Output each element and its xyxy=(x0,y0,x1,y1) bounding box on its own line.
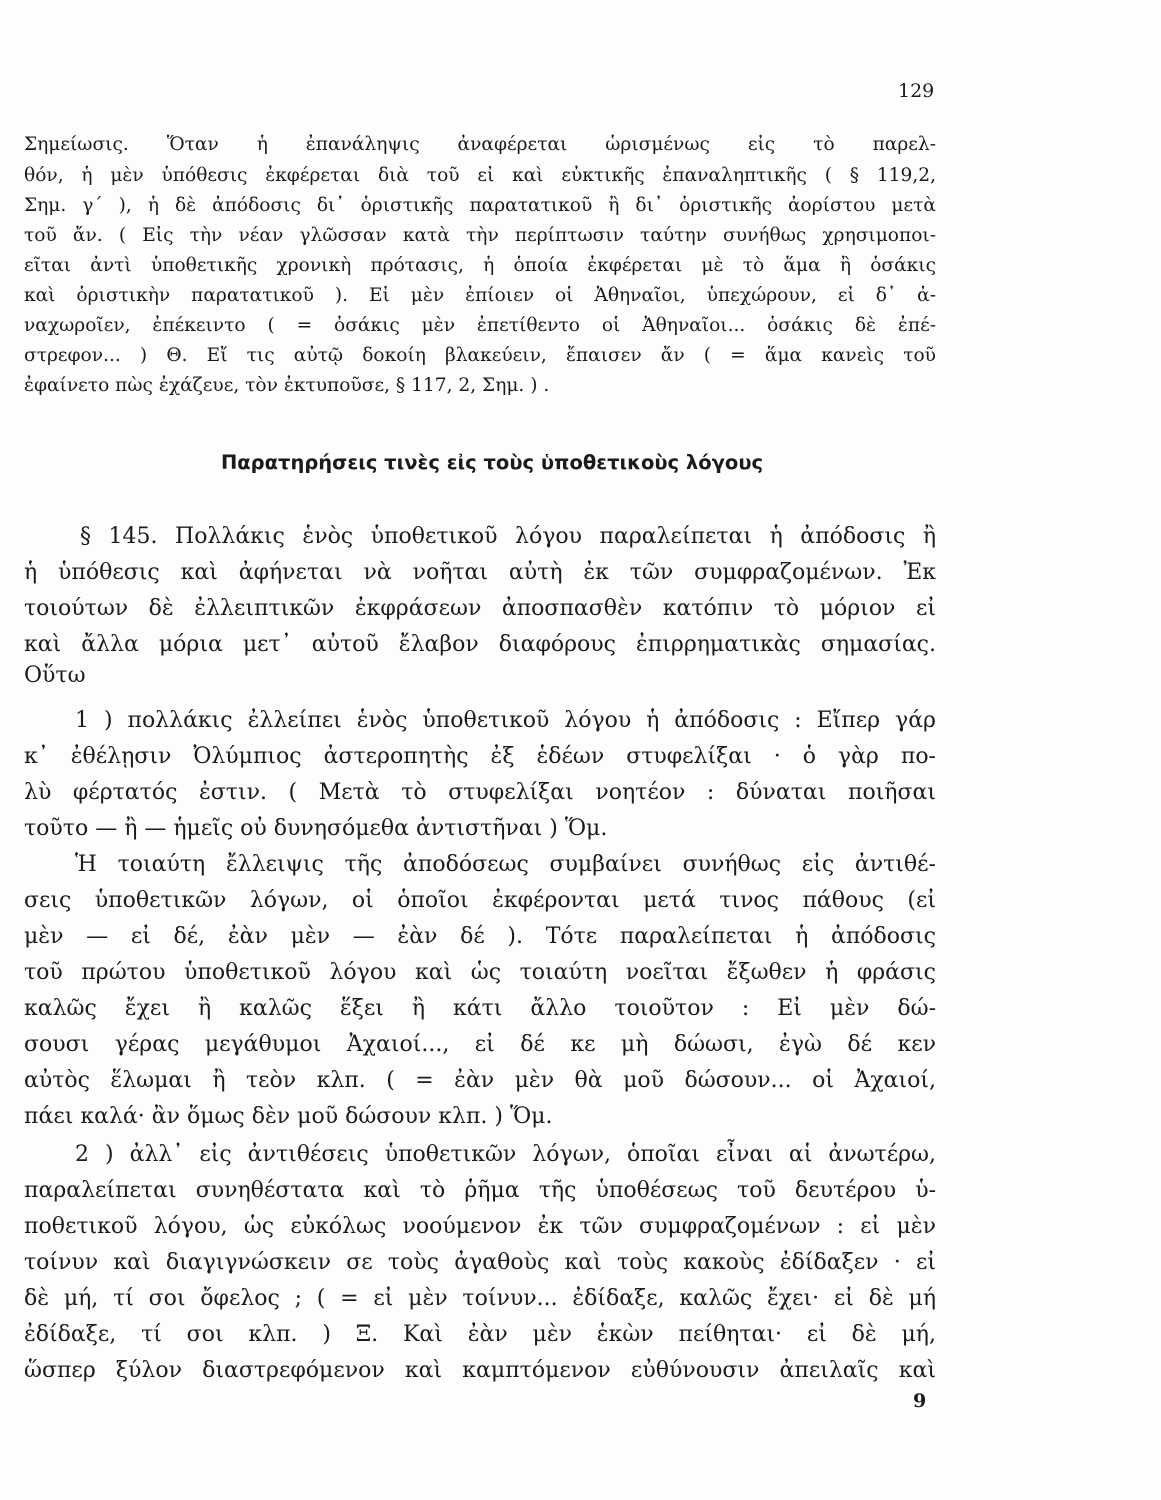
body-line: 1 ) πολλάκις ἐλλείπει ἑνὸς ὑποθετικοῦ λόγου ἡ ἀπόδοσις : Εἴπερ γάρ xyxy=(75,708,936,733)
note-line: καὶ ὁριστικὴν παρατατικοῦ ). Εἰ μὲν ἐπίοιεν οἱ Ἀθηναῖοι, ὑπεχώρουν, εἰ δ᾽ ἀ- xyxy=(24,285,936,306)
note-line: ναχωροῖεν, ἐπέκειντο ( = ὁσάκις μὲν ἐπετίθεντο οἱ Ἀθηναῖοι... ὁσάκις δὲ ἐπέ- xyxy=(24,315,936,336)
body-line: πάει καλά· ἂν ὅμως δὲν μοῦ δώσουν κλπ. ) Ὅμ. xyxy=(24,1104,553,1129)
note-line: θόν, ἡ μὲν ὑπόθεσις ἐκφέρεται διὰ τοῦ εἰ καὶ εὐκτικῆς ἐπαναληπτικῆς ( § 119,2, xyxy=(24,165,936,186)
page-number: 129 xyxy=(898,80,935,102)
body-line: σεις ὑποθετικῶν λόγων, οἱ ὁποῖοι ἐκφέρονται μετά τινος πάθους (εἰ xyxy=(24,888,936,913)
body-line: σουσι γέρας μεγάθυμοι Ἀχαιοί..., εἰ δέ κε μὴ δώωσι, ἐγὼ δέ κεν xyxy=(24,1032,936,1057)
note-line: Σημείωσις. Ὅταν ἡ ἐπανάληψις ἀναφέρεται ὡρισμένως εἰς τὸ παρελ- xyxy=(24,134,936,155)
body-line: 2 ) ἀλλ᾽ εἰς ἀντιθέσεις ὑποθετικῶν λόγων, ὁποῖαι εἶναι αἱ ἀνωτέρω, xyxy=(75,1142,936,1167)
body-line: δὲ μή, τί σοι ὄφελος ; ( = εἰ μὲν τοίνυν... ἐδίδαξε, καλῶς ἔχει· εἰ δὲ μή xyxy=(24,1286,936,1311)
note-line: Σημ. γ´ ), ἡ δὲ ἀπόδοσις δι᾽ ὁριστικῆς παρατατικοῦ ἢ δι᾽ ὁριστικῆς ἀορίστου μετὰ xyxy=(24,195,936,216)
body-line: τοίνυν καὶ διαγιγνώσκειν σε τοὺς ἀγαθοὺς καὶ τοὺς κακοὺς ἐδίδαξεν · εἰ xyxy=(24,1250,936,1275)
body-line: μὲν — εἰ δέ, ἐὰν μὲν — ἐὰν δέ ). Τότε παραλείπεται ἡ ἀπόδοσις xyxy=(24,924,936,949)
body-line: κ᾽ ἐθέλῃσιν Ὀλύμπιος ἀστεροπητὴς ἐξ ἑδέων στυφελίξαι · ὁ γὰρ πο- xyxy=(24,744,936,769)
body-line: λὺ φέρτατός ἐστιν. ( Μετὰ τὸ στυφελίξαι νοητέον : δύναται ποιῆσαι xyxy=(24,780,936,805)
note-line: στρεφον... ) Θ. Εἴ τις αὐτῷ δοκοίη βλακεύειν, ἔπαισεν ἄν ( = ἅμα κανεὶς τοῦ xyxy=(24,345,936,366)
body-line: ὥσπερ ξύλον διαστρεφόμενον καὶ καμπτόμενον εὐθύνουσιν ἀπειλαῖς καὶ xyxy=(24,1358,936,1383)
note-line: ἐφαίνετο πὼς ἐχάζευε, τὸν ἐκτυποῦσε, § 117, 2, Σημ. ) . xyxy=(24,375,550,396)
body-line: Ἡ τοιαύτη ἔλλειψις τῆς ἀποδόσεως συμβαίνει συνήθως εἰς ἀντιθέ- xyxy=(75,852,936,877)
body-line: τοῦτο — ἢ — ἡμεῖς οὐ δυνησόμεθα ἀντιστῆναι ) Ὅμ. xyxy=(24,816,608,841)
body-line: ἡ ὑπόθεσις καὶ ἀφήνεται νὰ νοῆται αὐτὴ ἐκ τῶν συμφραζομένων. Ἐκ xyxy=(24,560,936,585)
body-line: παραλείπεται συνηθέστατα καὶ τὸ ῥῆμα τῆς ὑποθέσεως τοῦ δευτέρου ὑ- xyxy=(24,1178,936,1203)
body-line: Οὕτω xyxy=(24,663,86,688)
section-heading: Παρατηρήσεις τινὲς εἰς τοὺς ὑποθετικοὺς λόγους xyxy=(220,451,764,474)
body-line: τοιούτων δὲ ἐλλειπτικῶν ἐκφράσεων ἀποσπασθὲν κατόπιν τὸ μόριον εἰ xyxy=(24,596,936,621)
body-line: ἐδίδαξε, τί σοι κλπ. ) Ξ. Καὶ ἐὰν μὲν ἑκὼν πείθηται· εἰ δὲ μή, xyxy=(24,1322,936,1347)
body-line: αὐτὸς ἕλωμαι ἢ τεὸν κλπ. ( = ἐὰν μὲν θὰ μοῦ δώσουν... οἱ Ἀχαιοί, xyxy=(24,1068,936,1093)
body-line: ποθετικοῦ λόγου, ὡς εὐκόλως νοούμενον ἐκ τῶν συμφραζομένων : εἰ μὲν xyxy=(24,1214,936,1239)
note-line: εῖται ἀντὶ ὑποθετικῆς χρονικὴ πρότασις, ἡ ὁποία ἐκφέρεται μὲ τὸ ἅμα ἢ ὁσάκις xyxy=(24,255,936,276)
body-line: τοῦ πρώτου ὑποθετικοῦ λόγου καὶ ὡς τοιαύτη νοεῖται ἔξωθεν ἡ φράσις xyxy=(24,960,936,985)
signature-mark: 9 xyxy=(913,1390,927,1412)
note-line: τοῦ ἄν. ( Εἰς τὴν νέαν γλῶσσαν κατὰ τὴν περίπτωσιν ταύτην συνήθως χρησιμοποι- xyxy=(24,225,936,246)
body-line: καλῶς ἔχει ἢ καλῶς ἕξει ἢ κάτι ἄλλο τοιοῦτον : Εἰ μὲν δώ- xyxy=(24,996,936,1021)
body-line: § 145. Πολλάκις ἑνὸς ὑποθετικοῦ λόγου παραλείπεται ἡ ἀπόδοσις ἢ xyxy=(80,524,936,549)
body-line: καὶ ἄλλα μόρια μετ᾽ αὐτοῦ ἔλαβον διαφόρους ἐπιρρηματικὰς σημασίας. xyxy=(24,632,936,657)
